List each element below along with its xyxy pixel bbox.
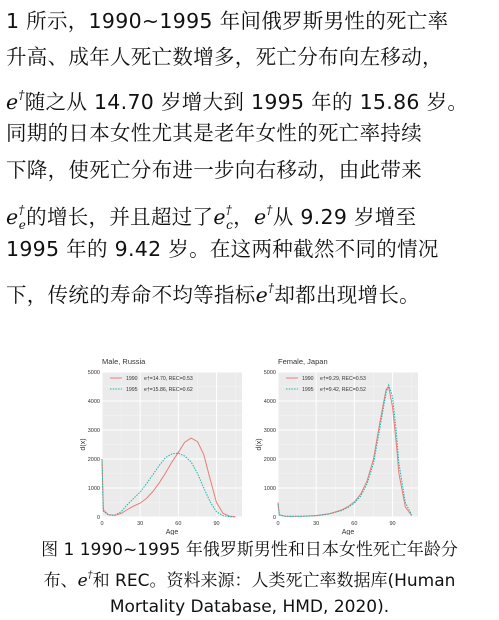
figure-caption xyxy=(0,537,499,620)
math-e-e: e xyxy=(6,205,19,229)
caption-line-1: 图 1 1990~1995 年俄罗斯男性和日本女性死亡年龄分 xyxy=(41,540,458,560)
math-e-dagger: e xyxy=(253,205,267,229)
subscript-c: c xyxy=(226,218,234,232)
dagger-sup: † xyxy=(268,281,275,295)
paragraph-text: 从 9.29 岁增至 xyxy=(272,205,417,229)
math-e-c: e xyxy=(213,205,226,229)
dagger-sup: † xyxy=(266,203,273,217)
x-tick-label: 0 xyxy=(276,521,280,527)
y-tick-label: 0 xyxy=(96,515,100,521)
figure-1 xyxy=(80,350,420,535)
x-tick-label: 60 xyxy=(175,521,182,527)
panel-title: Female, Japan xyxy=(278,357,328,366)
dagger-sup: † xyxy=(18,203,25,217)
legend-series-name: 1990 xyxy=(302,376,314,382)
legend-label: e†=9.29, REC=0.53 xyxy=(320,376,366,382)
y-tick-label: 4000 xyxy=(87,399,100,405)
paragraph-line-1: 1 所示，1990~1995 年间俄罗斯男性的死亡率 xyxy=(6,9,449,33)
subscript-e: e xyxy=(18,218,27,232)
paragraph-text: ， xyxy=(233,205,254,229)
paragraph-text: 下，传统的寿命不均等指标 xyxy=(6,283,256,307)
dagger-sup: † xyxy=(87,570,93,581)
y-tick-label: 5000 xyxy=(87,370,100,376)
paragraph-text: 随之从 14.70 岁增大到 1995 年的 15.86 岁。 xyxy=(24,90,469,114)
x-tick-label: 30 xyxy=(313,521,320,527)
legend-label: e†=14.70, REC=0.53 xyxy=(144,376,193,382)
y-axis-label: d(x) xyxy=(80,438,87,451)
paragraph-line-6 xyxy=(6,192,417,232)
caption-line-2 xyxy=(0,563,499,594)
x-axis-label: Age xyxy=(341,529,355,535)
x-axis-label: Age xyxy=(165,529,179,535)
y-tick-label: 1000 xyxy=(263,486,276,492)
x-tick-label: 90 xyxy=(213,521,220,527)
y-tick-label: 5000 xyxy=(263,370,276,376)
caption-line-3: Mortality Database, HMD, 2020). xyxy=(109,597,390,617)
figure-svg xyxy=(80,350,420,535)
legend-series-name: 1995 xyxy=(126,387,138,393)
y-axis-label: d(x) xyxy=(256,438,263,451)
legend-series-name: 1995 xyxy=(302,387,314,393)
dagger-sup: † xyxy=(225,203,233,217)
x-tick-label: 60 xyxy=(351,521,358,527)
paragraph-line-4: 同期的日本女性尤其是老年女性的死亡率持续 xyxy=(6,121,422,145)
y-tick-label: 2000 xyxy=(263,457,276,463)
panel-title: Male, Russia xyxy=(102,357,146,366)
paragraph-text: 的增长，并且超过了 xyxy=(26,205,214,229)
legend-series-name: 1990 xyxy=(126,376,138,382)
paragraph-line-3 xyxy=(6,77,468,113)
y-tick-label: 0 xyxy=(272,515,276,521)
y-tick-label: 1000 xyxy=(87,486,100,492)
math-e-dagger: e xyxy=(6,90,19,114)
caption-text: 布、 xyxy=(43,571,78,591)
paragraph-line-7: 1995 年的 9.42 岁。在这两种截然不同的情况 xyxy=(6,237,439,261)
legend-label: e†=9.42, REC=0.52 xyxy=(320,387,366,393)
legend-label: e†=15.86, REC=0.62 xyxy=(144,387,193,393)
paragraph-line-2: 升高、成年人死亡数增多，死亡分布向左移动， xyxy=(6,45,443,69)
y-tick-label: 3000 xyxy=(263,428,276,434)
y-tick-label: 3000 xyxy=(87,428,100,434)
math-e-dagger: e xyxy=(255,283,269,307)
dagger-sup: † xyxy=(18,88,25,102)
x-tick-label: 90 xyxy=(389,521,396,527)
paragraph-line-8 xyxy=(6,270,420,306)
paragraph-line-5: 下降，使死亡分布进一步向右移动，由此带来 xyxy=(6,158,422,182)
math-e-dagger: e xyxy=(77,571,88,591)
caption-text: 和 REC。资料来源：人类死亡率数据库(Human xyxy=(92,571,456,591)
y-tick-label: 2000 xyxy=(87,457,100,463)
paragraph-text: 却都出现增长。 xyxy=(274,283,420,307)
y-tick-label: 4000 xyxy=(263,399,276,405)
x-tick-label: 0 xyxy=(100,521,104,527)
x-tick-label: 30 xyxy=(137,521,144,527)
